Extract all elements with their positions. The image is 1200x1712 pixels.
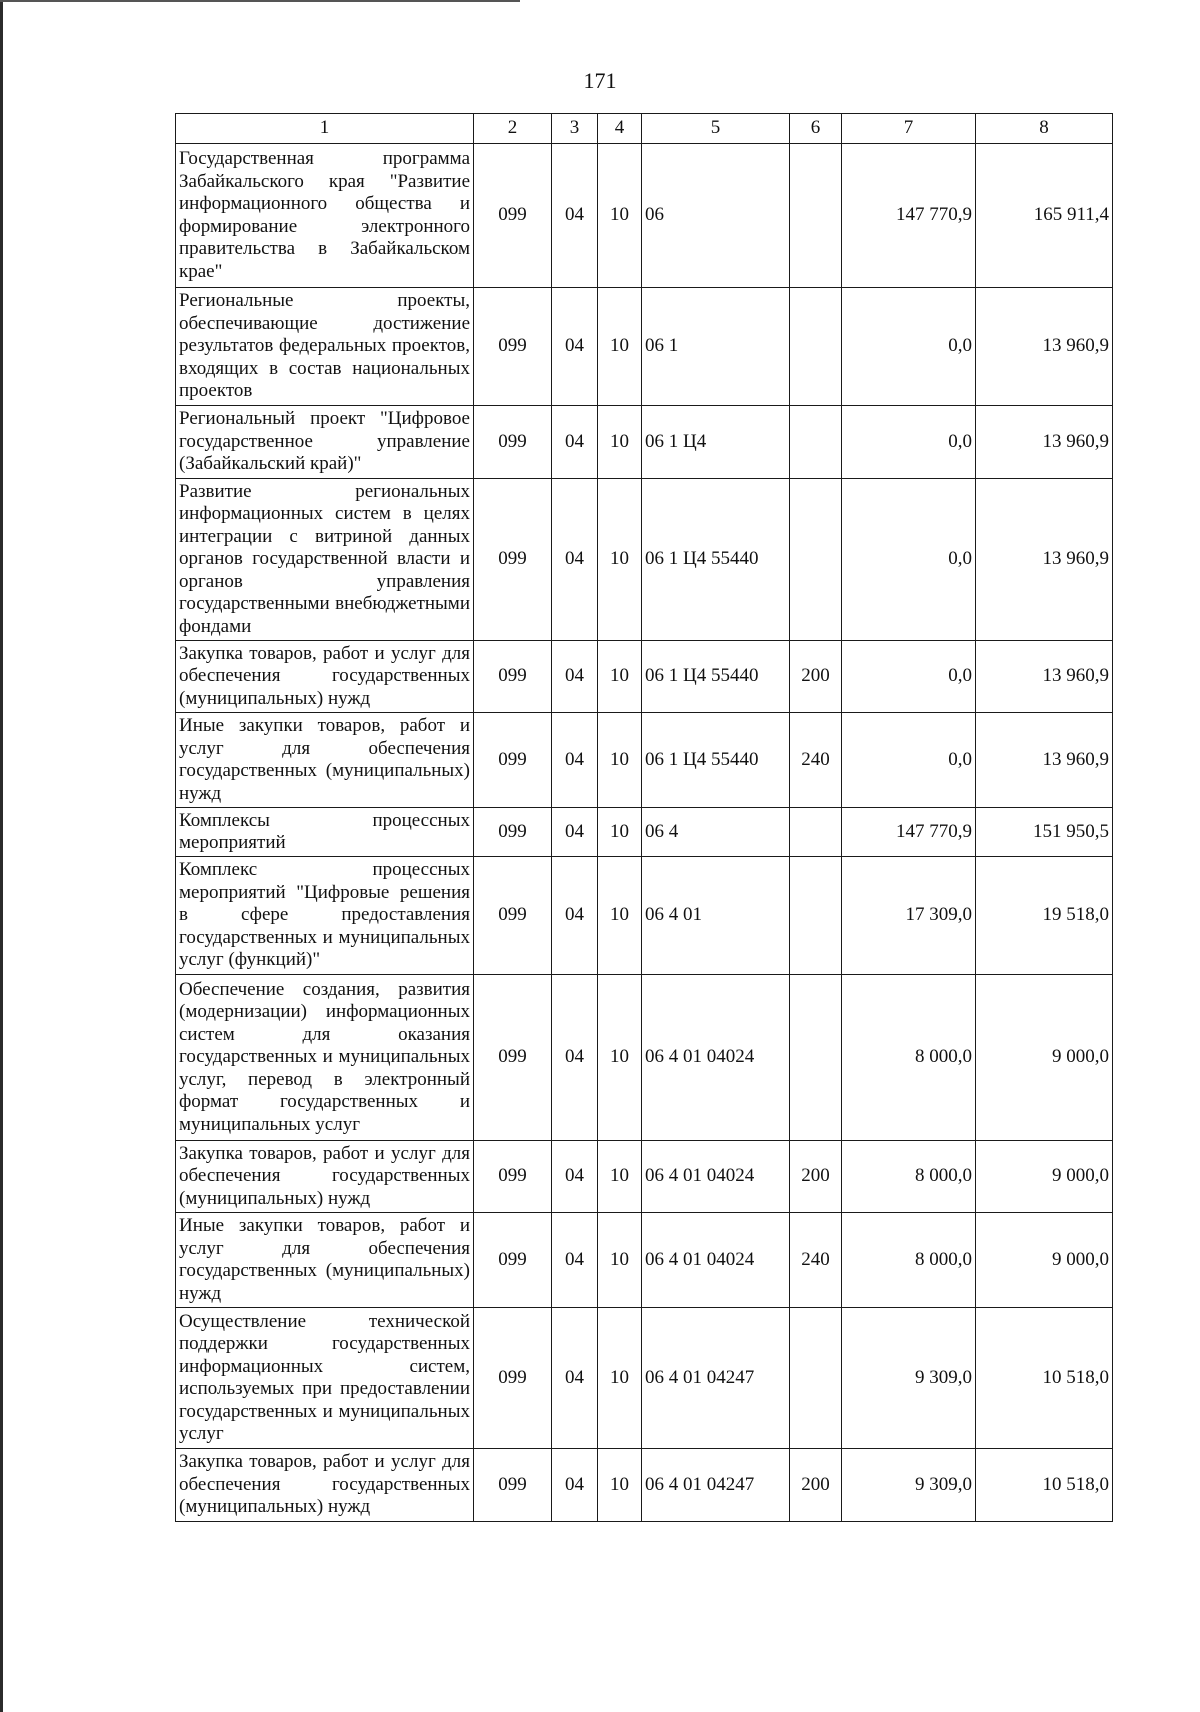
row-target-article: 06 1 Ц4 55440	[642, 713, 790, 808]
row-name: Региональные проекты, обеспечивающие достижение результатов федеральных проектов, входящих в состав национальных проектов	[176, 288, 474, 406]
row-expense-type: 200	[790, 1449, 842, 1522]
row-subsection: 10	[598, 713, 642, 808]
row-amount-1: 17 309,0	[842, 857, 976, 975]
row-target-article: 06 4 01 04247	[642, 1449, 790, 1522]
row-grbs: 099	[474, 1141, 552, 1213]
row-target-article: 06 4 01	[642, 857, 790, 975]
row-name: Закупка товаров, работ и услуг для обеспечения государственных (муниципальных) нужд	[176, 1449, 474, 1522]
row-section: 04	[552, 857, 598, 975]
row-subsection: 10	[598, 144, 642, 288]
row-section: 04	[552, 1308, 598, 1449]
row-amount-2: 19 518,0	[976, 857, 1113, 975]
column-header: 6	[790, 114, 842, 144]
scan-top-edge	[0, 0, 520, 2]
row-expense-type: 200	[790, 1141, 842, 1213]
table-row	[176, 406, 1113, 479]
column-header: 1	[176, 114, 474, 144]
row-section: 04	[552, 975, 598, 1141]
row-name: Региональный проект "Цифровое государственное управление (Забайкальский край)"	[176, 406, 474, 479]
row-amount-2: 165 911,4	[976, 144, 1113, 288]
row-section: 04	[552, 1449, 598, 1522]
row-amount-2: 13 960,9	[976, 406, 1113, 479]
row-name: Комплексы процессных мероприятий	[176, 808, 474, 857]
row-amount-1: 0,0	[842, 406, 976, 479]
row-expense-type	[790, 288, 842, 406]
row-section: 04	[552, 641, 598, 713]
row-section: 04	[552, 808, 598, 857]
row-section: 04	[552, 479, 598, 641]
row-expense-type	[790, 808, 842, 857]
row-amount-2: 9 000,0	[976, 975, 1113, 1141]
row-expense-type	[790, 479, 842, 641]
row-grbs: 099	[474, 1213, 552, 1308]
row-expense-type	[790, 406, 842, 479]
row-amount-1: 8 000,0	[842, 1141, 976, 1213]
row-expense-type	[790, 144, 842, 288]
row-amount-1: 0,0	[842, 288, 976, 406]
row-grbs: 099	[474, 808, 552, 857]
row-target-article: 06	[642, 144, 790, 288]
row-subsection: 10	[598, 1449, 642, 1522]
row-name: Развитие региональных информационных систем в целях интеграции с витриной данных органов государственной власти и органов управления государственными внебюджетными фондами	[176, 479, 474, 641]
row-expense-type	[790, 975, 842, 1141]
row-amount-1: 147 770,9	[842, 808, 976, 857]
row-grbs: 099	[474, 288, 552, 406]
row-section: 04	[552, 1141, 598, 1213]
row-name: Осуществление технической поддержки государственных информационных систем, используемых при предоставлении государственных и муниципальных услуг	[176, 1308, 474, 1449]
row-grbs: 099	[474, 975, 552, 1141]
table-row	[176, 144, 1113, 288]
table-row	[176, 1308, 1113, 1449]
row-section: 04	[552, 288, 598, 406]
table-row	[176, 1141, 1113, 1213]
table-row	[176, 641, 1113, 713]
column-header: 2	[474, 114, 552, 144]
row-name: Иные закупки товаров, работ и услуг для обеспечения государственных (муниципальных) нужд	[176, 1213, 474, 1308]
row-amount-2: 151 950,5	[976, 808, 1113, 857]
row-amount-1: 147 770,9	[842, 144, 976, 288]
row-expense-type	[790, 857, 842, 975]
row-grbs: 099	[474, 713, 552, 808]
page-number: 171	[583, 68, 617, 93]
row-subsection: 10	[598, 288, 642, 406]
column-header: 3	[552, 114, 598, 144]
row-subsection: 10	[598, 1213, 642, 1308]
row-target-article: 06 4 01 04024	[642, 1141, 790, 1213]
row-target-article: 06 1 Ц4 55440	[642, 479, 790, 641]
row-amount-1: 8 000,0	[842, 1213, 976, 1308]
row-section: 04	[552, 144, 598, 288]
table-row	[176, 857, 1113, 975]
row-grbs: 099	[474, 857, 552, 975]
row-grbs: 099	[474, 1308, 552, 1449]
row-name: Иные закупки товаров, работ и услуг для обеспечения государственных (муниципальных) нужд	[176, 713, 474, 808]
table-row	[176, 808, 1113, 857]
budget-table	[175, 113, 1113, 1522]
row-name: Закупка товаров, работ и услуг для обеспечения государственных (муниципальных) нужд	[176, 1141, 474, 1213]
row-grbs: 099	[474, 479, 552, 641]
row-target-article: 06 1	[642, 288, 790, 406]
row-expense-type: 240	[790, 1213, 842, 1308]
row-amount-1: 9 309,0	[842, 1449, 976, 1522]
row-amount-2: 13 960,9	[976, 713, 1113, 808]
row-expense-type	[790, 1308, 842, 1449]
column-header: 5	[642, 114, 790, 144]
column-header: 8	[976, 114, 1113, 144]
row-expense-type: 200	[790, 641, 842, 713]
row-name: Закупка товаров, работ и услуг для обеспечения государственных (муниципальных) нужд	[176, 641, 474, 713]
table-row	[176, 479, 1113, 641]
row-target-article: 06 4 01 04024	[642, 975, 790, 1141]
row-grbs: 099	[474, 406, 552, 479]
row-subsection: 10	[598, 641, 642, 713]
row-amount-2: 13 960,9	[976, 479, 1113, 641]
row-amount-2: 10 518,0	[976, 1449, 1113, 1522]
row-name: Комплекс процессных мероприятий "Цифровые решения в сфере предоставления государственных и муниципальных услуг (функций)"	[176, 857, 474, 975]
row-grbs: 099	[474, 641, 552, 713]
row-subsection: 10	[598, 808, 642, 857]
row-subsection: 10	[598, 406, 642, 479]
row-amount-1: 8 000,0	[842, 975, 976, 1141]
row-name: Государственная программа Забайкальского края "Развитие информационного общества и формирование электронного правительства в Забайкальском крае"	[176, 144, 474, 288]
row-target-article: 06 1 Ц4	[642, 406, 790, 479]
table-row	[176, 288, 1113, 406]
row-amount-2: 9 000,0	[976, 1141, 1113, 1213]
table-row	[176, 1449, 1113, 1522]
row-section: 04	[552, 406, 598, 479]
row-amount-2: 13 960,9	[976, 641, 1113, 713]
row-subsection: 10	[598, 1308, 642, 1449]
table-row	[176, 975, 1113, 1141]
column-number-row	[176, 114, 1113, 144]
row-target-article: 06 4 01 04247	[642, 1308, 790, 1449]
row-amount-2: 10 518,0	[976, 1308, 1113, 1449]
row-subsection: 10	[598, 975, 642, 1141]
table-row	[176, 1213, 1113, 1308]
scan-left-edge	[0, 0, 3, 1712]
row-target-article: 06 4	[642, 808, 790, 857]
row-target-article: 06 4 01 04024	[642, 1213, 790, 1308]
row-section: 04	[552, 713, 598, 808]
row-subsection: 10	[598, 857, 642, 975]
row-amount-1: 0,0	[842, 479, 976, 641]
row-amount-2: 13 960,9	[976, 288, 1113, 406]
row-grbs: 099	[474, 144, 552, 288]
row-expense-type: 240	[790, 713, 842, 808]
row-subsection: 10	[598, 479, 642, 641]
row-section: 04	[552, 1213, 598, 1308]
row-amount-1: 0,0	[842, 641, 976, 713]
row-name: Обеспечение создания, развития (модернизации) информационных систем для оказания государственных и муниципальных услуг, перевод в электронный формат государственных и муниципальных услуг	[176, 975, 474, 1141]
row-amount-1: 9 309,0	[842, 1308, 976, 1449]
column-header: 4	[598, 114, 642, 144]
row-grbs: 099	[474, 1449, 552, 1522]
row-amount-1: 0,0	[842, 713, 976, 808]
column-header: 7	[842, 114, 976, 144]
row-subsection: 10	[598, 1141, 642, 1213]
table-row	[176, 713, 1113, 808]
row-target-article: 06 1 Ц4 55440	[642, 641, 790, 713]
row-amount-2: 9 000,0	[976, 1213, 1113, 1308]
